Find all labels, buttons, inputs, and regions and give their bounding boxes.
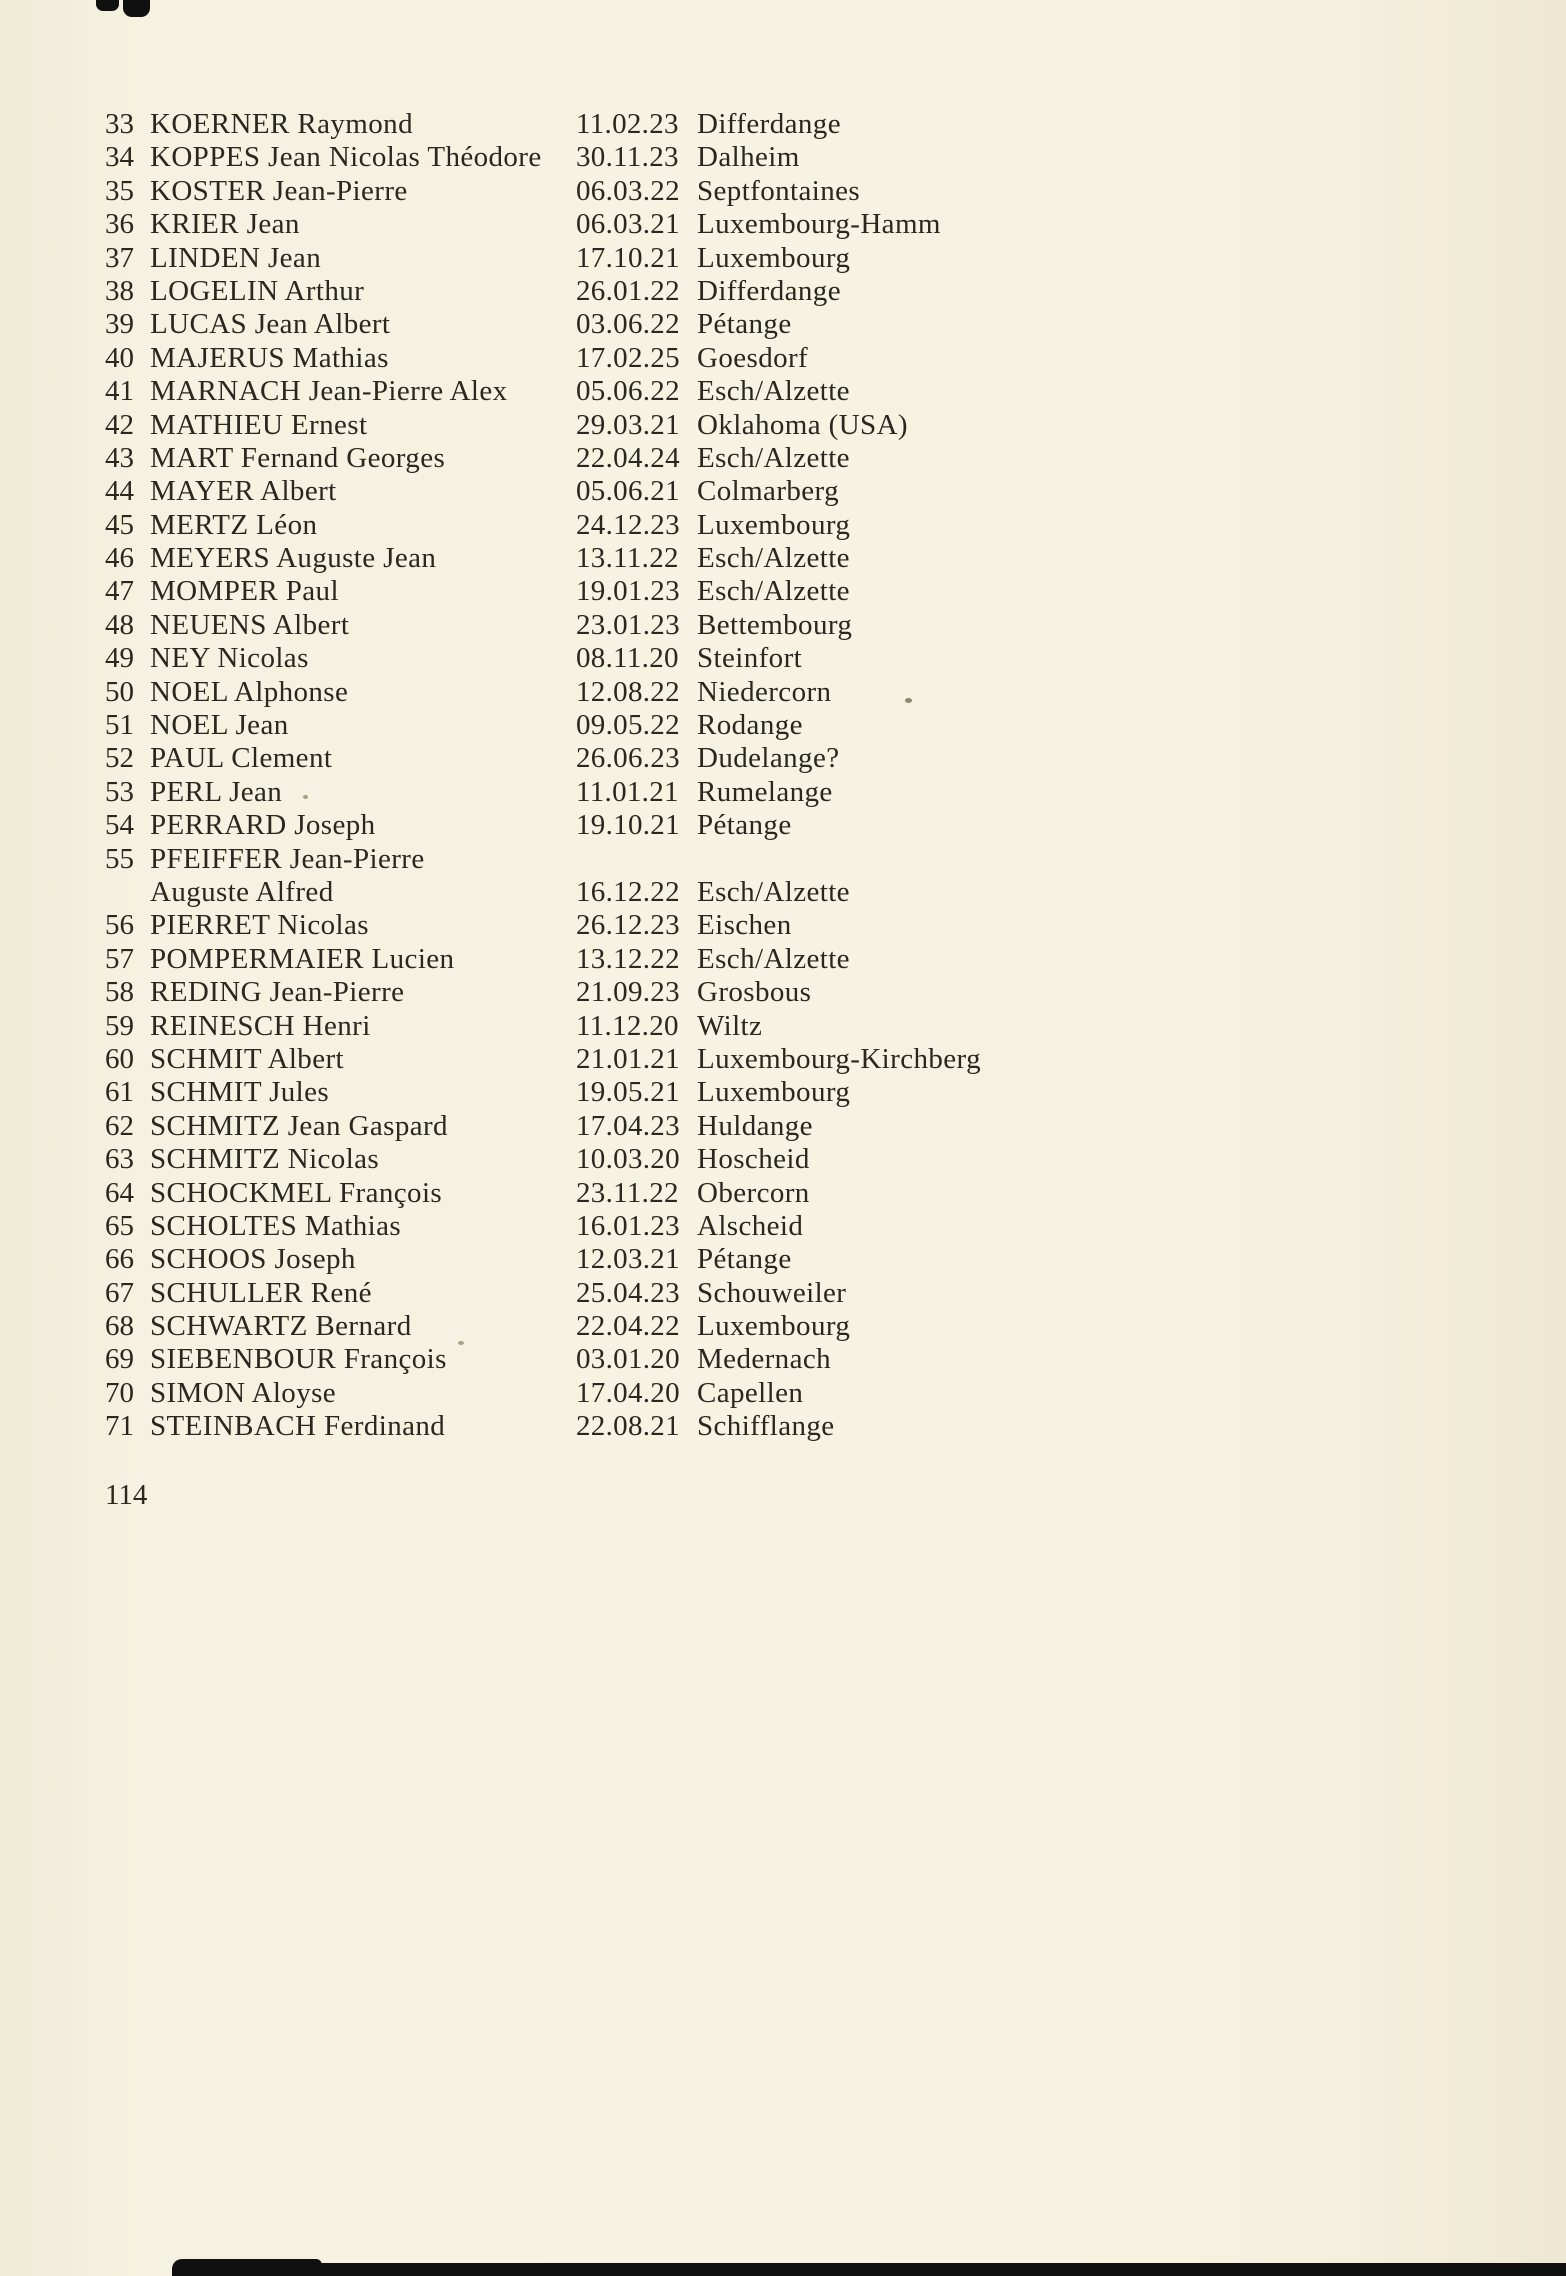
entry-birthdate: 17.02.25 [576,341,680,374]
list-item [0,943,1566,976]
entry-name: NEY Nicolas [150,642,309,675]
entry-birthdate: 25.04.23 [576,1276,680,1309]
entry-name-continued: Auguste Alfred [150,875,334,908]
entry-place: Esch/Alzette [697,575,850,608]
list-item [0,709,1566,742]
entry-birthdate: 22.04.22 [576,1310,680,1343]
entry-number: 39 [105,308,134,341]
entry-name: MEYERS Auguste Jean [150,542,437,575]
entry-name: SCHOCKMEL François [150,1176,443,1209]
entry-name: POMPERMAIER Lucien [150,942,455,975]
entry-number: 34 [105,141,134,174]
entry-birthdate: 23.01.23 [576,608,680,641]
entry-birthdate: 11.01.21 [576,775,679,808]
entry-number: 45 [105,508,134,541]
entry-number: 35 [105,174,134,207]
entry-birthdate: 16.12.22 [576,875,680,908]
entry-birthdate: 06.03.21 [576,208,680,241]
entry-number: 66 [105,1243,134,1276]
list-item [0,976,1566,1009]
entry-birthdate: 16.01.23 [576,1209,680,1242]
list-item [0,809,1566,842]
list-item [0,843,1566,910]
entry-place: Pétange [697,809,792,842]
entry-place: Wiltz [697,1009,763,1042]
page-number: 114 [105,1479,148,1511]
entry-birthdate: 13.12.22 [576,942,680,975]
scan-artifact [123,0,150,17]
entry-number: 51 [105,709,134,742]
entry-place: Esch/Alzette [697,942,850,975]
list-item [0,1377,1566,1410]
list-item [0,776,1566,809]
entry-place: Luxembourg-Hamm [697,208,941,241]
entry-name: LOGELIN Arthur [150,274,365,307]
entry-place: Dalheim [697,141,800,174]
list-item [0,242,1566,275]
entry-number: 69 [105,1343,134,1376]
list-item [0,1210,1566,1243]
scan-speck [458,1341,464,1345]
list-item [0,542,1566,575]
list-item [0,1110,1566,1143]
entry-name: SCHMIT Albert [150,1042,344,1075]
entry-birthdate: 21.01.21 [576,1042,680,1075]
entry-birthdate: 26.06.23 [576,742,680,775]
entry-name: NOEL Jean [150,709,289,742]
entry-name: SCHMITZ Jean Gaspard [150,1109,448,1142]
entry-name: PIERRET Nicolas [150,909,369,942]
entry-place: Schifflange [697,1410,835,1443]
entry-name: PERRARD Joseph [150,809,376,842]
entry-name: MOMPER Paul [150,575,339,608]
entry-name: NOEL Alphonse [150,675,349,708]
list-item [0,742,1566,775]
entry-birthdate: 29.03.21 [576,408,680,441]
entry-number: 68 [105,1310,134,1343]
entry-number: 48 [105,608,134,641]
entry-number: 50 [105,675,134,708]
entry-number: 61 [105,1076,134,1109]
entry-number: 38 [105,274,134,307]
entry-place: Esch/Alzette [697,441,850,474]
entry-number: 59 [105,1009,134,1042]
entry-place: Luxembourg [697,1076,851,1109]
entry-number: 54 [105,809,134,842]
entry-birthdate: 17.04.23 [576,1109,680,1142]
entry-place: Oklahoma (USA) [697,408,908,441]
entry-number: 65 [105,1209,134,1242]
entry-place: Esch/Alzette [697,875,850,908]
list-item [0,1010,1566,1043]
entry-number: 44 [105,475,134,508]
entry-name: STEINBACH Ferdinand [150,1410,446,1443]
entry-number: 60 [105,1042,134,1075]
entry-number: 58 [105,976,134,1009]
entry-place: Septfontaines [697,174,861,207]
entry-number: 36 [105,208,134,241]
entry-birthdate: 19.05.21 [576,1076,680,1109]
entry-birthdate: 13.11.22 [576,542,679,575]
list-item [0,676,1566,709]
entry-place: Pétange [697,1243,792,1276]
entry-number: 62 [105,1109,134,1142]
entry-place: Colmarberg [697,475,839,508]
scan-artifact [178,2263,1566,2276]
entry-name: SCHMIT Jules [150,1076,330,1109]
list-item [0,342,1566,375]
list-item [0,141,1566,174]
list-item [0,575,1566,608]
entry-name: KOERNER Raymond [150,108,413,140]
entry-name: LINDEN Jean [150,241,322,274]
entry-birthdate: 19.01.23 [576,575,680,608]
entry-place: Dudelange? [697,742,840,775]
entry-name: KOPPES Jean Nicolas Théodore [150,141,542,174]
list-item [0,909,1566,942]
entry-place: Huldange [697,1109,813,1142]
entry-birthdate: 03.01.20 [576,1343,680,1376]
list-item [0,642,1566,675]
entry-birthdate: 10.03.20 [576,1143,680,1176]
entry-number: 46 [105,542,134,575]
entry-number: 40 [105,341,134,374]
entry-place: Rodange [697,709,803,742]
entry-name: KRIER Jean [150,208,300,241]
entry-birthdate: 21.09.23 [576,976,680,1009]
list-item [0,409,1566,442]
entry-number: 52 [105,742,134,775]
entry-place: Rumelange [697,775,833,808]
entry-name: REINESCH Henri [150,1009,371,1042]
entry-birthdate: 26.01.22 [576,274,680,307]
list-item [0,442,1566,475]
entry-birthdate: 22.08.21 [576,1410,680,1443]
entries-list [0,108,1566,1444]
list-item [0,175,1566,208]
entry-birthdate: 17.10.21 [576,241,680,274]
entry-name: KOSTER Jean-Pierre [150,174,408,207]
entry-place: Differdange [697,108,841,140]
entry-number: 53 [105,775,134,808]
entry-birthdate: 26.12.23 [576,909,680,942]
entry-place: Goesdorf [697,341,809,374]
entry-name: PAUL Clement [150,742,333,775]
list-item [0,1177,1566,1210]
list-item [0,1277,1566,1310]
entry-birthdate: 11.12.20 [576,1009,679,1042]
entry-number: 56 [105,909,134,942]
entry-place: Obercorn [697,1176,810,1209]
entry-birthdate: 12.03.21 [576,1243,680,1276]
entry-birthdate: 17.04.20 [576,1376,680,1409]
entry-name: MARNACH Jean-Pierre Alex [150,375,508,408]
entry-number: 47 [105,575,134,608]
entry-name: MERTZ Léon [150,508,318,541]
entry-place: Eischen [697,909,792,942]
entry-birthdate: 23.11.22 [576,1176,679,1209]
entry-number: 33 [105,108,134,140]
list-item [0,375,1566,408]
entry-place: Luxembourg-Kirchberg [697,1042,981,1075]
entry-birthdate: 12.08.22 [576,675,680,708]
entry-name: PFEIFFER Jean-Pierre [150,842,425,875]
entry-name: MAYER Albert [150,475,337,508]
entry-place: Luxembourg [697,508,851,541]
entry-birthdate: 19.10.21 [576,809,680,842]
entry-birthdate: 30.11.23 [576,141,679,174]
list-item [0,108,1566,141]
entry-number: 41 [105,375,134,408]
list-item [0,1076,1566,1109]
entry-place: Esch/Alzette [697,375,850,408]
list-item [0,308,1566,341]
scan-speck [905,698,912,703]
list-item [0,475,1566,508]
list-item [0,275,1566,308]
entry-name: LUCAS Jean Albert [150,308,391,341]
entry-number: 57 [105,942,134,975]
list-item [0,509,1566,542]
entry-name: SIMON Aloyse [150,1376,337,1409]
entry-number: 49 [105,642,134,675]
entry-name: MART Fernand Georges [150,441,446,474]
entry-place: Hoscheid [697,1143,810,1176]
entry-number: 64 [105,1176,134,1209]
entry-place: Esch/Alzette [697,542,850,575]
list-item [0,208,1566,241]
entry-birthdate: 03.06.22 [576,308,680,341]
entry-birthdate: 08.11.20 [576,642,679,675]
list-item [0,1143,1566,1176]
entry-number: 71 [105,1410,134,1443]
list-item [0,1310,1566,1343]
entry-name: MAJERUS Mathias [150,341,389,374]
entry-birthdate: 11.02.23 [576,108,679,140]
entry-place: Differdange [697,274,841,307]
entry-name: PERL Jean [150,775,283,808]
entry-number: 42 [105,408,134,441]
entry-name: SCHULLER René [150,1276,372,1309]
entry-number: 43 [105,441,134,474]
entry-place: Luxembourg [697,241,851,274]
entry-birthdate: 05.06.21 [576,475,680,508]
entry-birthdate: 24.12.23 [576,508,680,541]
list-item [0,1410,1566,1443]
scan-artifact [96,0,119,11]
entry-place: Capellen [697,1376,804,1409]
entry-name: NEUENS Albert [150,608,350,641]
entry-place: Schouweiler [697,1276,847,1309]
entry-name: MATHIEU Ernest [150,408,368,441]
entry-birthdate: 05.06.22 [576,375,680,408]
entry-name: SCHMITZ Nicolas [150,1143,380,1176]
entry-place: Bettembourg [697,608,853,641]
entry-birthdate: 09.05.22 [576,709,680,742]
entry-place: Pétange [697,308,792,341]
entry-name: SCHOLTES Mathias [150,1209,402,1242]
entry-place: Grosbous [697,976,812,1009]
entry-number: 67 [105,1276,134,1309]
list-item [0,609,1566,642]
entry-place: Medernach [697,1343,832,1376]
entry-place: Alscheid [697,1209,804,1242]
entry-place: Luxembourg [697,1310,851,1343]
entry-number: 55 [105,842,134,875]
entry-place: Steinfort [697,642,803,675]
entry-number: 70 [105,1376,134,1409]
entry-name: SCHWARTZ Bernard [150,1310,412,1343]
list-item [0,1043,1566,1076]
entry-name: REDING Jean-Pierre [150,976,405,1009]
list-item [0,1243,1566,1276]
scan-speck [303,795,308,799]
entry-birthdate: 06.03.22 [576,174,680,207]
entry-place: Niedercorn [697,675,832,708]
list-item [0,1343,1566,1376]
entry-name: SCHOOS Joseph [150,1243,356,1276]
entry-name: SIEBENBOUR François [150,1343,447,1376]
entry-number: 37 [105,241,134,274]
entry-number: 63 [105,1143,134,1176]
entry-birthdate: 22.04.24 [576,441,680,474]
